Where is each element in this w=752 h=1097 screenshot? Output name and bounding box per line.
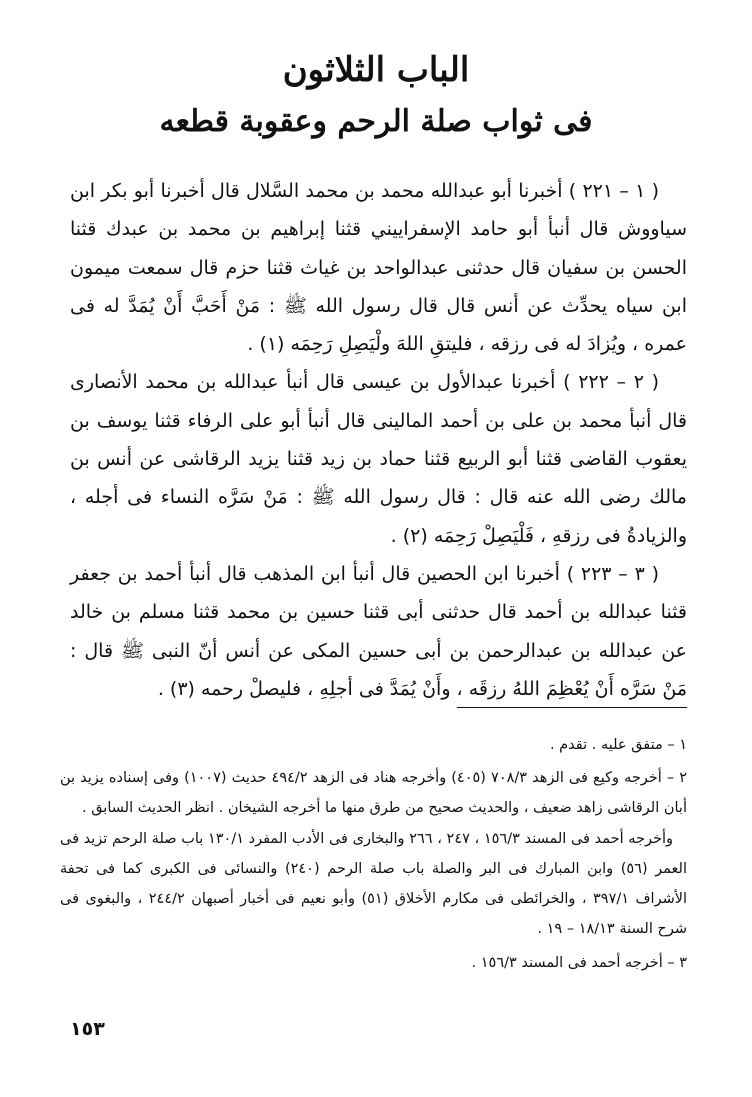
hadith-223: ( ٣ – ٢٢٣ ) أخبرنا ابن الحصين قال أنبأ ابن المذهب قال أنبأ أحمد بن جعفر قثنا عبدالله بن أحمد قال حدثنى أبى قثنا حسين بن محمد قثنا مسلم بن خالد عن عبدالله بن عبدالرحمن بن أبى حسين المكى عن أنس أنّ النبى ﷺ قال : مَنْ سَرَّه أَنْ يُعْظِمَ اللهُ رزقَه ، وأَنْ يُمَدَّ فى أجلِهِ ، فليصلْ رحمه (٣) . bbox=[70, 562, 687, 700]
hadith-222: ( ٢ – ٢٢٢ ) أخبرنا عبدالأول بن عيسى قال أنبأ عبدالله بن محمد الأنصارى قال أنبأ محمد بن على بن أحمد المالينى قال أنبأ أبو على الرفاء قثنا يوسف بن يعقوب القاضى قثنا أبو الربيع قثنا حماد بن زيد قثنا يزيد الرقاشى عن أنس بن مالك رضى الله عنه قال : قال رسول الله ﷺ : مَنْ سَرَّه النساء فى أجله ، والزيادةُ فى رزقهِ ، فَلْيَصِلْ رَحِمَه (٢) . bbox=[70, 371, 687, 547]
footnotes bbox=[60, 731, 687, 978]
chapter-subtitle: فى ثواب صلة الرحم وعقوبة قطعه bbox=[159, 104, 593, 139]
footnote-2-continued: وأخرجه أحمد فى المسند ١٥٦/٣ ، ٢٤٧ ، ٢٦٦ والبخارى فى الأدب المفرد ١٣٠/١ باب صلة الرحم تزيد فى العمر (٥٦) وابن المبارك فى البر والصلة باب صلة الرحم (٢٤٠) والنسائى فى الكبرى كما فى تحفة الأشراف ٣٩٧/١ ، والخرائطى فى مكارم الأخلاق (٥١) وأبو نعيم فى أخبار أصبهان ٢٤٤/٢ ، والبغوى فى شرح السنة ١٨/١٣ – ١٩ . bbox=[60, 831, 688, 937]
page-number: ١٥٣ bbox=[70, 1018, 105, 1040]
hadith-221: ( ١ – ٢٢١ ) أخبرنا أبو عبدالله محمد بن محمد السَّلال قال أخبرنا أبو بكر ابن سياووش قال أنبأ أبو حامد الإسفراييني قثنا إبراهيم بن محمد بن عبدك قثنا الحسن بن سفيان قال حدثنى عبدالواحد بن غياث قثنا حزم قال سمعت ميمون ابن سياه يحدِّث عن أنس قال قال رسول الله ﷺ : مَنْ أَحَبَّ أَنْ يُمَدَّ له فى عمره ، ويُزادَ له فى رزقه ، فليتقِ اللهَ ولْيَصِلِ رَحِمَه (١) . bbox=[70, 180, 687, 356]
footnote-divider bbox=[457, 707, 687, 708]
chapter-title: الباب الثلاثون bbox=[282, 50, 470, 90]
main-text bbox=[70, 172, 687, 708]
footnote-2: ٢ – أخرجه وكيع فى الزهد ٧٠٨/٣ (٤٠٥) وأخرجه هناد فى الزهد ٤٩٤/٢ حديث (١٠٠٧) وفى إسناده يزيد بن أبان الرقاشى زاهد ضعيف ، والحديث صحيح من طرق منها ما أخرجه الشيخان . انظر الحديث السابق . bbox=[60, 769, 687, 816]
footnote-1: ١ – متفق عليه . تقدم . bbox=[549, 737, 687, 753]
footnote-3: ٣ – أخرجه أحمد فى المسند ١٥٦/٣ . bbox=[471, 954, 687, 971]
